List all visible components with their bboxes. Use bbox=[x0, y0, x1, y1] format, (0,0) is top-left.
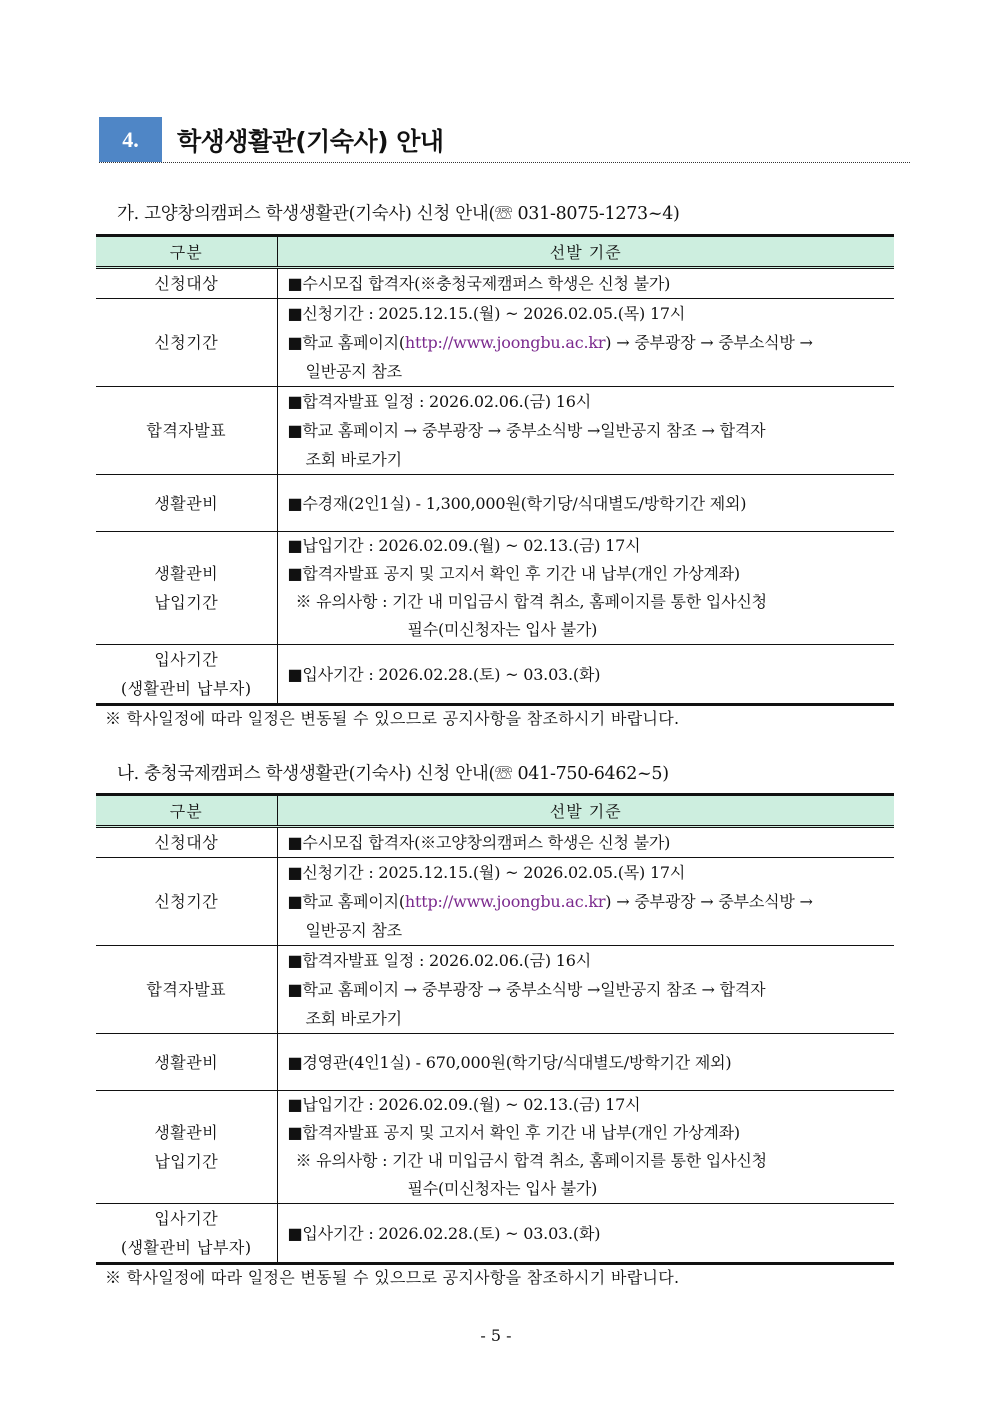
table-row bbox=[96, 858, 894, 946]
row-content: ■신청기간 : 2025.12.15.(월) ~ 2026.02.05.(목) 17시 ■학교 홈페이지(http://www.joongbu.ac.kr) → 중부광장 → 중부소식방 → 일반공지 참조 bbox=[277, 299, 894, 387]
row-content: ■입사기간 : 2026.02.28.(토) ~ 03.03.(화) bbox=[277, 645, 894, 705]
table-row bbox=[96, 387, 894, 475]
row-content: ■경영관(4인1실) - 670,000원(학기당/식대별도/방학기간 제외) bbox=[277, 1034, 894, 1091]
row-label: 신청기간 bbox=[96, 858, 277, 946]
row-label: 합격자발표 bbox=[96, 946, 277, 1034]
header-category: 구분 bbox=[96, 236, 277, 268]
row-label: 생활관비 bbox=[96, 475, 277, 532]
row-content: ■납입기간 : 2026.02.09.(월) ~ 02.13.(금) 17시 ■합격자발표 공지 및 고지서 확인 후 기간 내 납부(개인 가상계좌) ※ 유의사항 : 기간 내 미입금시 합격 취소, 홈페이지를 통한 입사신청 필수(미신청자는 입사 불가) bbox=[277, 1091, 894, 1204]
homepage-link[interactable]: http://www.joongbu.ac.kr bbox=[404, 333, 606, 352]
header-criteria: 선발 기준 bbox=[277, 795, 894, 827]
table-row bbox=[96, 827, 894, 858]
row-label: 신청대상 bbox=[96, 268, 277, 299]
caution-note: ※ 유의사항 : 기간 내 미입금시 합격 취소, 홈페이지를 통한 입사신청 bbox=[295, 592, 767, 611]
section-header bbox=[99, 117, 910, 163]
table-header-row bbox=[96, 236, 894, 268]
caution-note: ※ 유의사항 : 기간 내 미입금시 합격 취소, 홈페이지를 통한 입사신청 bbox=[295, 1151, 767, 1170]
row-content: ■신청기간 : 2025.12.15.(월) ~ 2026.02.05.(목) 17시 ■학교 홈페이지(http://www.joongbu.ac.kr) → 중부광장 → 중부소식방 → 일반공지 참조 bbox=[277, 858, 894, 946]
row-label: 생활관비 납입기간 bbox=[96, 532, 277, 645]
table-row bbox=[96, 268, 894, 299]
footnote-goyang: ※ 학사일정에 따라 일정은 변동될 수 있으므로 공지사항을 참조하시기 바랍니다. bbox=[105, 709, 680, 728]
row-content: ■합격자발표 일정 : 2026.02.06.(금) 16시 ■학교 홈페이지 → 중부광장 → 중부소식방 →일반공지 참조 → 합격자 조회 바로가기 bbox=[277, 946, 894, 1034]
table-row bbox=[96, 532, 894, 645]
dormitory-table-chungcheong bbox=[96, 793, 894, 1265]
table-row bbox=[96, 1204, 894, 1264]
table-row bbox=[96, 946, 894, 1034]
section-number: 4. bbox=[99, 117, 162, 162]
row-content: ■입사기간 : 2026.02.28.(토) ~ 03.03.(화) bbox=[277, 1204, 894, 1264]
subtitle-chungcheong: 나. 충청국제캠퍼스 학생생활관(기숙사) 신청 안내(☏ 041-750-6462~5) bbox=[117, 764, 669, 784]
header-criteria: 선발 기준 bbox=[277, 236, 894, 268]
row-content: ■수시모집 합격자(※고양창의캠퍼스 학생은 신청 불가) bbox=[277, 827, 894, 858]
homepage-link[interactable]: http://www.joongbu.ac.kr bbox=[404, 892, 606, 911]
row-label: 생활관비 bbox=[96, 1034, 277, 1091]
row-label: 신청기간 bbox=[96, 299, 277, 387]
table-row bbox=[96, 645, 894, 705]
page-number: - 5 - bbox=[480, 1326, 512, 1345]
row-label: 입사기간 (생활관비 납부자) bbox=[96, 1204, 277, 1264]
footnote-chungcheong: ※ 학사일정에 따라 일정은 변동될 수 있으므로 공지사항을 참조하시기 바랍니다. bbox=[105, 1268, 680, 1287]
row-label: 신청대상 bbox=[96, 827, 277, 858]
dormitory-table-goyang bbox=[96, 234, 894, 706]
table-row bbox=[96, 1034, 894, 1091]
table-row bbox=[96, 299, 894, 387]
subtitle-goyang: 가. 고양창의캠퍼스 학생생활관(기숙사) 신청 안내(☏ 031-8075-1273~4) bbox=[117, 204, 680, 224]
section-title: 학생생활관(기숙사) 안내 bbox=[177, 126, 444, 156]
row-content: ■수경재(2인1실) - 1,300,000원(학기당/식대별도/방학기간 제외) bbox=[277, 475, 894, 532]
row-content: ■합격자발표 일정 : 2026.02.06.(금) 16시 ■학교 홈페이지 → 중부광장 → 중부소식방 →일반공지 참조 → 합격자 조회 바로가기 bbox=[277, 387, 894, 475]
row-content: ■수시모집 합격자(※충청국제캠퍼스 학생은 신청 불가) bbox=[277, 268, 894, 299]
header-category: 구분 bbox=[96, 795, 277, 827]
row-label: 합격자발표 bbox=[96, 387, 277, 475]
row-label: 생활관비 납입기간 bbox=[96, 1091, 277, 1204]
table-row bbox=[96, 1091, 894, 1204]
table-row bbox=[96, 475, 894, 532]
row-label: 입사기간 (생활관비 납부자) bbox=[96, 645, 277, 705]
row-content: ■납입기간 : 2026.02.09.(월) ~ 02.13.(금) 17시 ■합격자발표 공지 및 고지서 확인 후 기간 내 납부(개인 가상계좌) ※ 유의사항 : 기간 내 미입금시 합격 취소, 홈페이지를 통한 입사신청 필수(미신청자는 입사 불가) bbox=[277, 532, 894, 645]
table-header-row bbox=[96, 795, 894, 827]
